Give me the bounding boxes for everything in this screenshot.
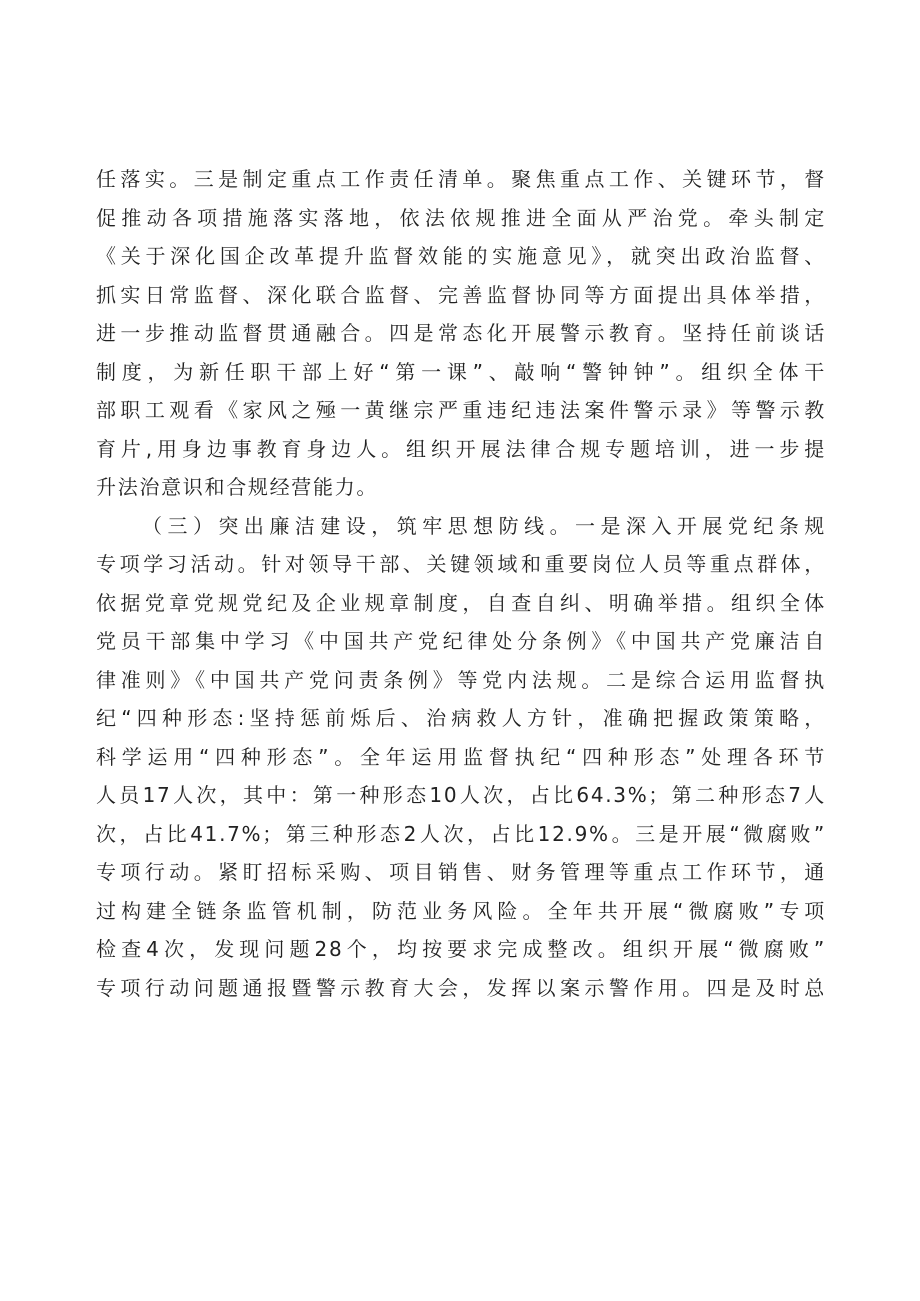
text-line: 科学运用“四种形态”。全年运用监督执纪“四种形态”处理各环节 bbox=[96, 744, 826, 769]
document-body bbox=[96, 160, 826, 1007]
paragraph-accountability-and-warning-education bbox=[96, 160, 826, 507]
text-line: 专项行动问题通报暨警示教育大会，发挥以案示警作用。四是及时总 bbox=[96, 975, 826, 1000]
text-line: 党员干部集中学习《中国共产党纪律处分条例》《中国共产党廉洁自 bbox=[96, 629, 826, 653]
paragraph-integrity-building bbox=[96, 507, 826, 1008]
text-line: 促推动各项措施落实落地，依法依规推进全面从严治党。牵头制定 bbox=[96, 205, 826, 230]
text-line: 育片,用身边事教育身边人。组织开展法律合规专题培训，进一步提 bbox=[96, 436, 826, 461]
text-line: 升法治意识和合规经营能力。 bbox=[96, 475, 379, 499]
text-line: 人员17人次，其中：第一种形态10人次，占比64.3%；第二种形态7人 bbox=[96, 783, 826, 807]
text-line: 专项学习活动。针对领导干部、关键领域和重要岗位人员等重点群体， bbox=[96, 552, 826, 576]
text-line: 制度，为新任职干部上好“第一课”、敲响“警钟钟”。组织全体干 bbox=[96, 359, 826, 384]
text-line: 《关于深化国企改革提升监督效能的实施意见》，就突出政治监督、 bbox=[96, 244, 826, 268]
text-line: 部职工观看《家风之殛一黄继宗严重违纪违法案件警示录》等警示教 bbox=[96, 398, 826, 422]
section-heading-line: （三）突出廉洁建设，筑牢思想防线。一是深入开展党纪条规 bbox=[142, 513, 826, 538]
text-line: 专项行动。紧盯招标采购、项目销售、财务管理等重点工作环节，通 bbox=[96, 860, 826, 884]
text-line: 任落实。三是制定重点工作责任清单。聚焦重点工作、关键环节，督 bbox=[96, 167, 826, 191]
text-line: 纪“四种形态:坚持惩前烁后、治病救人方针，准确把握政策策略， bbox=[96, 706, 826, 730]
text-line: 律准则》《中国共产党问责条例》等党内法规。二是综合运用监督执 bbox=[96, 667, 826, 692]
text-line: 抓实日常监督、深化联合监督、完善监督协同等方面提出具体举措， bbox=[96, 282, 826, 307]
text-line: 进一步推动监督贯通融合。四是常态化开展警示教育。坚持任前谈话 bbox=[96, 321, 826, 345]
text-line: 过构建全链条监管机制，防范业务风险。全年共开展“微腐败”专项 bbox=[96, 898, 826, 923]
text-line: 依据党章党规党纪及企业规章制度，自查自纠、明确举措。组织全体 bbox=[96, 590, 826, 615]
text-line: 次，占比41.7%；第三种形态2人次，占比12.9%。三是开展“微腐败” bbox=[96, 821, 826, 846]
text-line: 检查4次，发现问题28个，均按要求完成整改。组织开展“微腐败” bbox=[96, 937, 826, 961]
